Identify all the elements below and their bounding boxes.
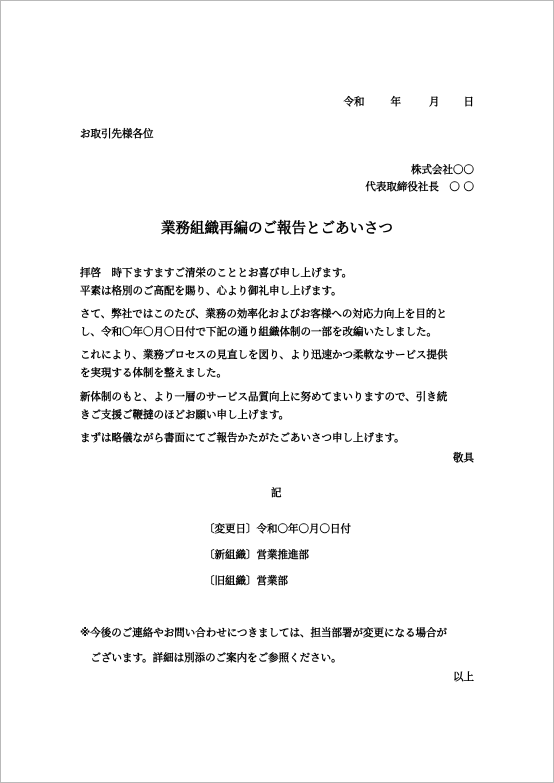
body-paragraph-3	[80, 389, 480, 424]
note-line-2: ございます。詳細は別添のご案内をご参照ください。	[80, 652, 342, 664]
date-line	[294, 95, 474, 109]
closing-keigu: 敬具	[453, 452, 474, 464]
body2-line-1: これにより、業務プロセスの見直しを図り、より迅速かつ柔軟なサービス提供	[80, 349, 448, 361]
body1-line-2: し、令和〇年〇月〇日付で下記の通り組織体制の一部を改編いたしました。	[80, 325, 437, 338]
end-ijo: 以上	[453, 671, 474, 683]
body-paragraph-2	[80, 347, 480, 382]
item-change-date: 〔変更日〕令和〇年〇月〇日付	[204, 523, 351, 535]
date-day: 日	[463, 96, 474, 108]
date-month: 月	[429, 96, 440, 108]
body1-line-1: さて、弊社ではこのたび、業務の効率化およびお客様への対応力向上を目的と	[80, 308, 447, 320]
body-paragraph-4	[80, 430, 480, 448]
body4-line: まずは略儀ながら書面にてご報告かたがたごあいさつ申し上げます。	[80, 432, 405, 444]
note-line-1: ※今後のご連絡やお問い合わせにつきましては、担当部署が変更になる場合が	[80, 627, 447, 639]
body3-line-1: 新体制のもと、より一層のサービス品質向上に努めてまいりますので、引き続	[80, 391, 448, 403]
date-year: 年	[390, 96, 401, 108]
greeting-line-2: 平素は格別のご高配を賜り、心より御礼申し上げます。	[80, 284, 342, 297]
item-old-organization: 〔旧組織〕営業部	[204, 575, 288, 587]
body2-line-2: を実現する体制を整えました。	[80, 366, 227, 379]
representative: 代表取締役社長 〇 〇	[365, 181, 474, 193]
document-title: 業務組織再編のご報告とごあいさつ	[161, 221, 393, 237]
greeting-paragraph	[80, 265, 480, 300]
body-paragraph-1	[80, 306, 480, 341]
company-name: 株式会社〇〇	[411, 164, 474, 176]
ki-heading: 記	[271, 487, 282, 499]
item-new-organization: 〔新組織〕営業推進部	[204, 549, 309, 561]
greeting-line-1: 拝啓 時下ますますご清栄のこととお喜び申し上げます。	[80, 267, 353, 279]
date-era: 令和	[343, 96, 365, 108]
body3-line-2: きご支援ご鞭撻のほどお願い申し上げます。	[80, 408, 290, 421]
recipient: お取引先様各位	[80, 128, 154, 140]
